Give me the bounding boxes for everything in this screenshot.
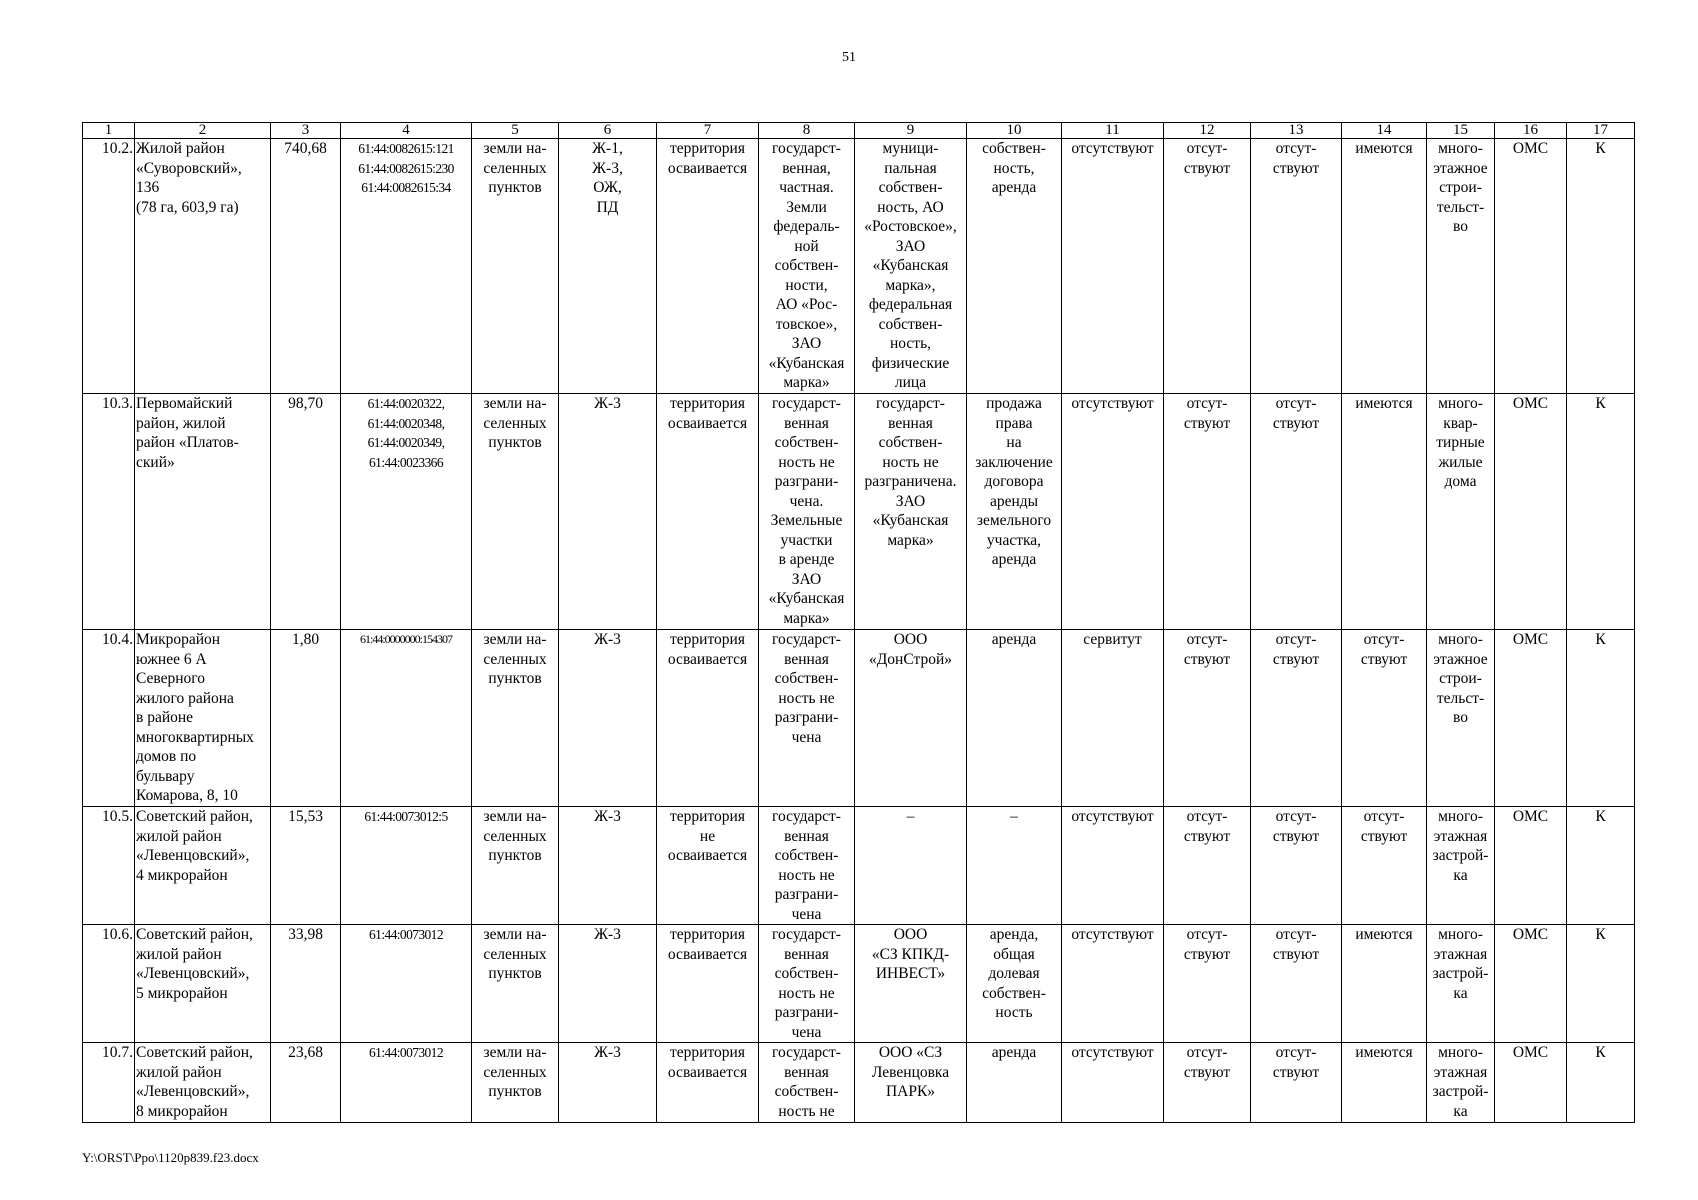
zone: Ж-1, Ж-3, ОЖ, ПД — [559, 139, 657, 394]
row-number: 10.2. — [83, 139, 135, 394]
row-number: 10.4. — [83, 630, 135, 807]
authority: ОМС — [1495, 807, 1567, 925]
cadastral-number: 61:44:0082615:121 61:44:0082615:230 61:44:0082615:34 — [341, 139, 472, 394]
rights-holder: – — [855, 807, 967, 925]
col-14-value: имеются — [1342, 1043, 1427, 1123]
column-number: 13 — [1251, 123, 1342, 139]
column-number: 4 — [341, 123, 472, 139]
land-category: земли на- селенных пунктов — [472, 630, 559, 807]
column-number: 2 — [135, 123, 271, 139]
area-ha: 15,53 — [271, 807, 341, 925]
territory-name: Советский район, жилой район «Левенцовский», 8 микрорайон — [135, 1043, 271, 1123]
territory-name: Советский район, жилой район «Левенцовский», 4 микрорайон — [135, 807, 271, 925]
table-row — [83, 394, 1635, 630]
ownership-form: государст- венная, частная. Земли федераль- ной собствен- ности, АО «Рос- товское», ЗАО «Кубанская марка» — [759, 139, 855, 394]
cadastral-number: 61:44:0073012 — [341, 1043, 472, 1123]
zone: Ж-3 — [559, 394, 657, 630]
col-13-value: отсут- ствуют — [1251, 807, 1342, 925]
col-12-value: отсут- ствуют — [1164, 394, 1251, 630]
development-status: территория осваивается — [657, 394, 759, 630]
authority: ОМС — [1495, 630, 1567, 807]
land-category: земли на- селенных пунктов — [472, 394, 559, 630]
building-purpose: много- квар- тирные жилые дома — [1427, 394, 1495, 630]
col-14-value: имеются — [1342, 925, 1427, 1043]
development-status: территория осваивается — [657, 925, 759, 1043]
col-13-value: отсут- ствуют — [1251, 925, 1342, 1043]
area-ha: 23,68 — [271, 1043, 341, 1123]
encumbrances: отсутствуют — [1062, 807, 1164, 925]
cadastral-number: 61:44:0073012:5 — [341, 807, 472, 925]
right-type: собствен- ность, аренда — [967, 139, 1062, 394]
page-number: 51 — [842, 50, 856, 65]
ownership-form: государст- венная собствен- ность не — [759, 1043, 855, 1123]
col-13-value: отсут- ствуют — [1251, 1043, 1342, 1123]
column-number: 17 — [1567, 123, 1635, 139]
ownership-form: государст- венная собствен- ность не разграни- чена. Земельные участки в аренде ЗАО «Кубанская марка» — [759, 394, 855, 630]
cadastral-number: 61:44:0000000:154307 — [341, 630, 472, 807]
area-ha: 1,80 — [271, 630, 341, 807]
land-category: земли на- селенных пунктов — [472, 1043, 559, 1123]
col-17-value: К — [1567, 630, 1635, 807]
development-status: территория осваивается — [657, 139, 759, 394]
right-type: продажа права на заключение договора аренды земельного участка, аренда — [967, 394, 1062, 630]
cadastral-number: 61:44:0073012 — [341, 925, 472, 1043]
col-17-value: К — [1567, 807, 1635, 925]
right-type: аренда — [967, 630, 1062, 807]
encumbrances: сервитут — [1062, 630, 1164, 807]
ownership-form: государст- венная собствен- ность не разграни- чена — [759, 925, 855, 1043]
territory-name: Жилой район «Суворовский», 136 (78 га, 603,9 га) — [135, 139, 271, 394]
cadastral-number: 61:44:0020322, 61:44:0020348, 61:44:0020349, 61:44:0023366 — [341, 394, 472, 630]
column-number: 10 — [967, 123, 1062, 139]
table-row — [83, 630, 1635, 807]
table-row — [83, 139, 1635, 394]
land-category: земли на- селенных пунктов — [472, 139, 559, 394]
development-status: территория осваивается — [657, 630, 759, 807]
development-status: территория осваивается — [657, 1043, 759, 1123]
area-ha: 740,68 — [271, 139, 341, 394]
col-12-value: отсут- ствуют — [1164, 139, 1251, 394]
column-number: 1 — [83, 123, 135, 139]
area-ha: 98,70 — [271, 394, 341, 630]
ownership-form: государст- венная собствен- ность не разграни- чена — [759, 807, 855, 925]
column-number: 3 — [271, 123, 341, 139]
col-17-value: К — [1567, 139, 1635, 394]
authority: ОМС — [1495, 394, 1567, 630]
building-purpose: много- этажное строи- тельст- во — [1427, 630, 1495, 807]
territory-name: Первомайский район, жилой район «Платов- ский» — [135, 394, 271, 630]
column-number: 11 — [1062, 123, 1164, 139]
rights-holder: государст- венная собствен- ность не разграничена. ЗАО «Кубанская марка» — [855, 394, 967, 630]
authority: ОМС — [1495, 925, 1567, 1043]
rights-holder: ООО «СЗ КПКД- ИНВЕСТ» — [855, 925, 967, 1043]
column-number: 12 — [1164, 123, 1251, 139]
encumbrances: отсутствуют — [1062, 139, 1164, 394]
file-path-footer: Y:\ORST\Ppo\1120p839.f23.docx — [82, 1150, 259, 1165]
column-number: 15 — [1427, 123, 1495, 139]
territory-name: Советский район, жилой район «Левенцовский», 5 микрорайон — [135, 925, 271, 1043]
col-17-value: К — [1567, 394, 1635, 630]
row-number: 10.7. — [83, 1043, 135, 1123]
development-status: территория не осваивается — [657, 807, 759, 925]
col-17-value: К — [1567, 925, 1635, 1043]
column-number: 6 — [559, 123, 657, 139]
zone: Ж-3 — [559, 1043, 657, 1123]
col-13-value: отсут- ствуют — [1251, 630, 1342, 807]
col-14-value: отсут- ствуют — [1342, 807, 1427, 925]
right-type: – — [967, 807, 1062, 925]
col-13-value: отсут- ствуют — [1251, 394, 1342, 630]
col-14-value: имеются — [1342, 394, 1427, 630]
col-12-value: отсут- ствуют — [1164, 807, 1251, 925]
row-number: 10.6. — [83, 925, 135, 1043]
table-row — [83, 1043, 1635, 1123]
col-14-value: имеются — [1342, 139, 1427, 394]
col-12-value: отсут- ствуют — [1164, 630, 1251, 807]
column-number-row — [83, 123, 1635, 139]
right-type: аренда — [967, 1043, 1062, 1123]
col-17-value: К — [1567, 1043, 1635, 1123]
col-14-value: отсут- ствуют — [1342, 630, 1427, 807]
encumbrances: отсутствуют — [1062, 1043, 1164, 1123]
right-type: аренда, общая долевая собствен- ность — [967, 925, 1062, 1043]
building-purpose: много- этажная застрой- ка — [1427, 1043, 1495, 1123]
encumbrances: отсутствуют — [1062, 925, 1164, 1043]
encumbrances: отсутствуют — [1062, 394, 1164, 630]
building-purpose: много- этажная застрой- ка — [1427, 925, 1495, 1043]
zone: Ж-3 — [559, 925, 657, 1043]
land-plots-table — [82, 122, 1635, 1123]
col-13-value: отсут- ствуют — [1251, 139, 1342, 394]
rights-holder: ООО «СЗ Левенцовка ПАРК» — [855, 1043, 967, 1123]
column-number: 5 — [472, 123, 559, 139]
row-number: 10.5. — [83, 807, 135, 925]
col-12-value: отсут- ствуют — [1164, 1043, 1251, 1123]
row-number: 10.3. — [83, 394, 135, 630]
area-ha: 33,98 — [271, 925, 341, 1043]
ownership-form: государст- венная собствен- ность не разграни- чена — [759, 630, 855, 807]
authority: ОМС — [1495, 139, 1567, 394]
column-number: 7 — [657, 123, 759, 139]
column-number: 16 — [1495, 123, 1567, 139]
rights-holder: муници- пальная собствен- ность, АО «Ростовское», ЗАО «Кубанская марка», федеральная собствен- ность, физические лица — [855, 139, 967, 394]
column-number: 14 — [1342, 123, 1427, 139]
territory-name: Микрорайон южнее 6 А Северного жилого района в районе многоквартирных домов по бульвару Комарова, 8, 10 — [135, 630, 271, 807]
table-row — [83, 807, 1635, 925]
zone: Ж-3 — [559, 630, 657, 807]
zone: Ж-3 — [559, 807, 657, 925]
col-12-value: отсут- ствуют — [1164, 925, 1251, 1043]
land-category: земли на- селенных пунктов — [472, 925, 559, 1043]
building-purpose: много- этажное строи- тельст- во — [1427, 139, 1495, 394]
column-number: 8 — [759, 123, 855, 139]
building-purpose: много- этажная застрой- ка — [1427, 807, 1495, 925]
land-category: земли на- селенных пунктов — [472, 807, 559, 925]
column-number: 9 — [855, 123, 967, 139]
table-row — [83, 925, 1635, 1043]
rights-holder: ООО «ДонСтрой» — [855, 630, 967, 807]
authority: ОМС — [1495, 1043, 1567, 1123]
